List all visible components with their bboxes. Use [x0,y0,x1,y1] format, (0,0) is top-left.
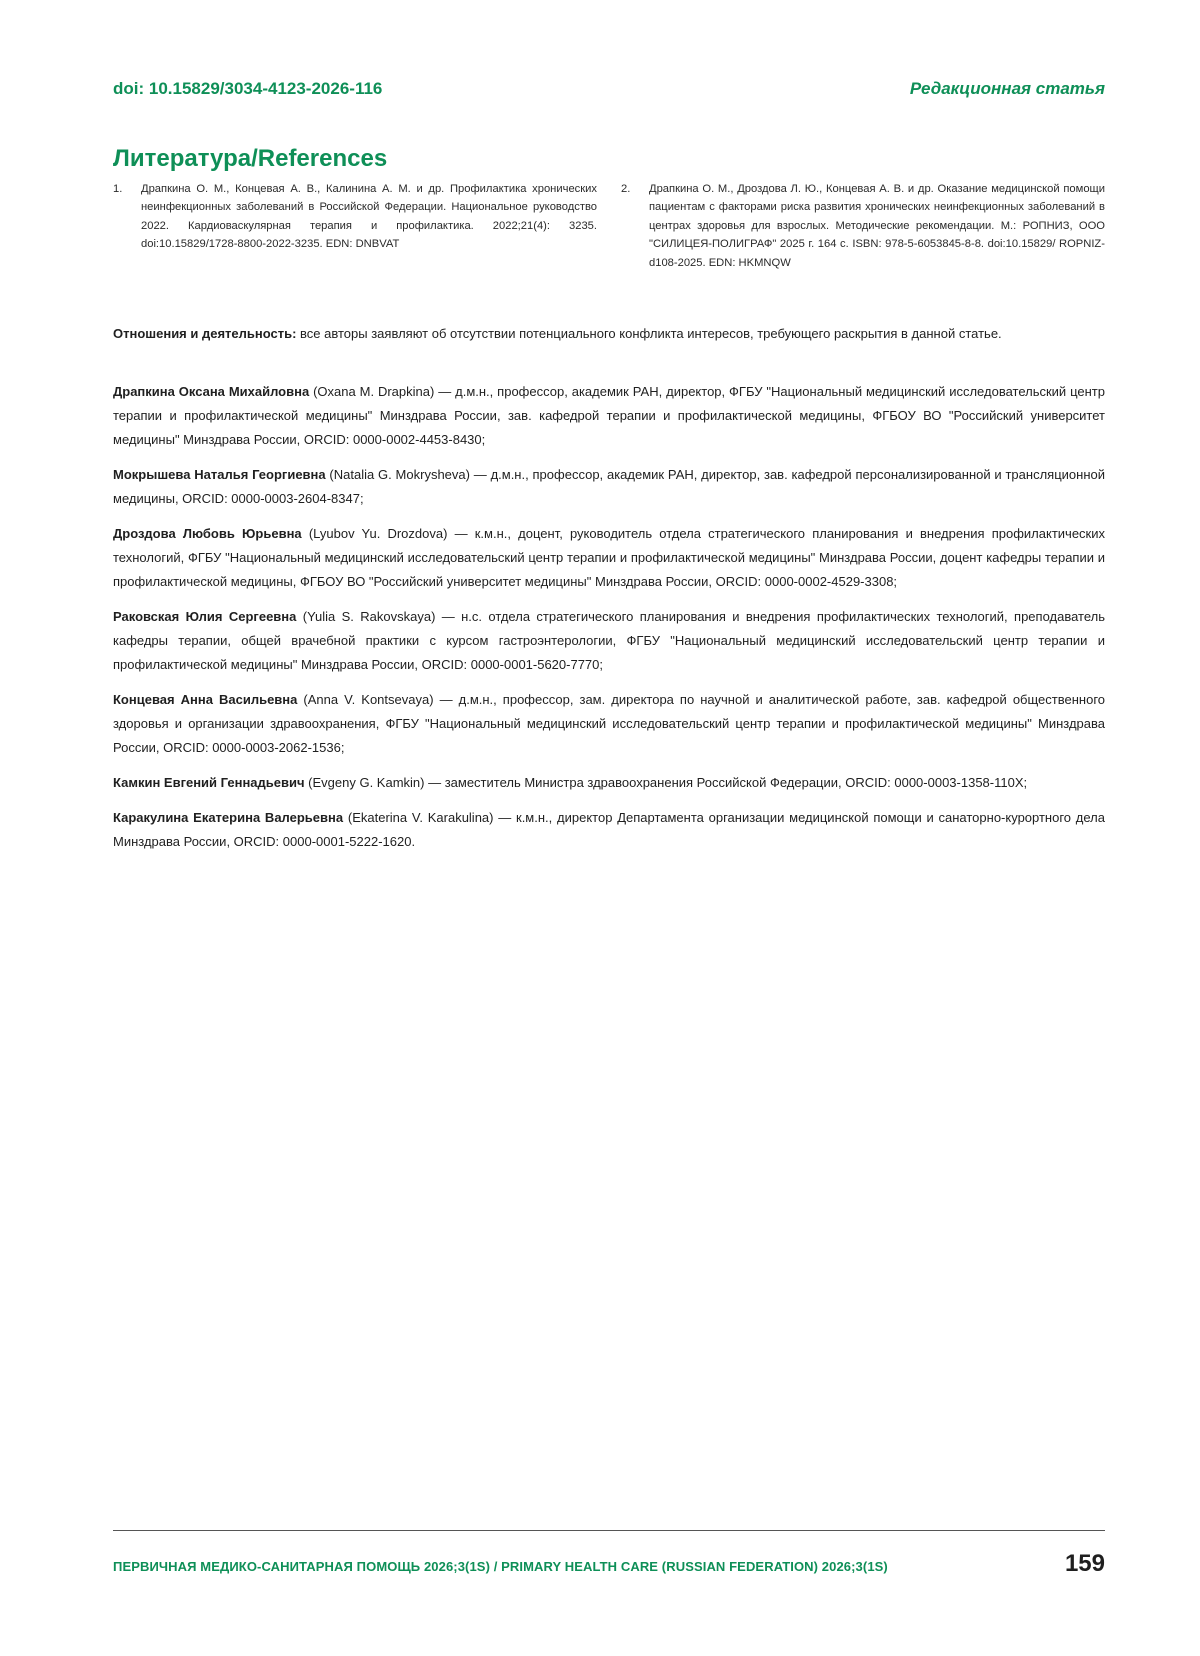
author-entry [113,522,1105,594]
author-details: (Lyubov Yu. Drozdova) — к.м.н., доцент, руководитель отдела стратегического планирования и внедрения профилактических технологий, ФГБУ "Национальный медицинский исследовательский центр терапии и профилактической медицины" Минздрава России, доцент кафедры терапии и профилактической медицины, ФГБОУ ВО "Российский университет медицины" Минздрава России, ORCID: 0000-0002-4529-3308; [113,526,1105,589]
author-list [113,380,1105,865]
reference-item [113,180,597,254]
author-details: (Anna V. Kontsevaya) — д.м.н., профессор, зам. директора по научной и аналитической работе, зав. кафедрой общественного здоровья и организации здравоохранения, ФГБУ "Национальный медицинский исследовательский центр терапии и профилактической медицины" Минздрава России, ORCID: 0000-0003-2062-1536; [113,692,1105,755]
author-entry [113,688,1105,760]
conflict-of-interest [113,324,1105,344]
author-details: (Yulia S. Rakovskaya) — н.с. отдела стратегического планирования и внедрения профилактических технологий, преподаватель кафедры терапии, общей врачебной практики с курсом гастроэнтерологии, ФГБУ "Национальный медицинский исследовательский центр терапии и профилактической медицины" Минздрава России, ORCID: 0000-0001-5620-7770; [113,609,1105,672]
reference-text: Драпкина О. М., Дроздова Л. Ю., Концевая А. В. и др. Оказание медицинской помощи пациентам с факторами риска развития хронических неинфекционных заболеваний в центрах здоровья для взрослых. Методические рекомендации. М.: РОПНИЗ, ООО "СИЛИЦЕЯ-ПОЛИГРАФ" 2025 г. 164 с. ISBN: 978-5-6053845-8-8. doi:10.15829/ ROPNIZ-d108-2025. EDN: HKMNQW [649,183,1105,269]
author-entry [113,771,1105,795]
author-name: Раковская Юлия Сергеевна [113,609,297,624]
doi-link[interactable]: doi: 10.15829/3034-4123-2026-116 [113,79,383,98]
author-entry [113,463,1105,511]
reference-number: 1. [113,183,123,195]
author-entry [113,605,1105,677]
author-name: Драпкина Оксана Михайловна [113,384,310,399]
author-name: Каракулина Екатерина Валерьевна [113,810,344,825]
author-details: (Natalia G. Mokrysheva) — д.м.н., профессор, академик РАН, директор, зав. кафедрой персонализированной и трансляционной медицины, ORCID: 0000-0003-2604-8347; [113,467,1105,506]
reference-number: 2. [621,183,631,195]
reference-text: Драпкина О. М., Концевая А. В., Калинина А. М. и др. Профилактика хронических неинфекционных заболеваний в Российской Федерации. Национальное руководство 2022. Кардиоваскулярная терапия и профилактика. 2022;21(4): 3235. doi:10.15829/1728-8800-2022-3235. EDN: DNBVAT [141,183,597,251]
author-details: (Evgeny G. Kamkin) — заместитель Министра здравоохранения Российской Федерации, ORCID: 0000-0003-1358-110X; [304,775,1028,790]
author-details: (Oxana M. Drapkina) — д.м.н., профессор, академик РАН, директор, ФГБУ "Национальный медицинский исследовательский центр терапии и профилактической медицины" Минздрава России, зав. кафедрой терапии и профилактической медицины, ФГБОУ ВО "Российский университет медицины" Минздрава России, ORCID: 0000-0002-4453-8430; [113,384,1105,447]
page-number: 159 [1064,1550,1105,1577]
footer-divider [113,1530,1105,1531]
author-entry [113,806,1105,854]
author-entry [113,380,1105,452]
author-name: Камкин Евгений Геннадьевич [113,775,305,790]
references-title: Литература/References [113,145,388,172]
author-details: (Ekaterina V. Karakulina) — к.м.н., директор Департамента организации медицинской помощи и санаторно-курортного дела Минздрава России, ORCID: 0000-0001-5222-1620. [113,810,1105,849]
section-label: Редакционная статья [909,79,1105,98]
author-name: Концевая Анна Васильевна [113,692,298,707]
conflict-label: Отношения и деятельность: [113,326,297,341]
author-name: Дроздова Любовь Юрьевна [113,526,302,541]
author-name: Мокрышева Наталья Георгиевна [113,467,326,482]
footer-journal-title: ПЕРВИЧНАЯ МЕДИКО-САНИТАРНАЯ ПОМОЩЬ 2026;3(1S) / PRIMARY HEALTH CARE (RUSSIAN FEDERATION) 2026;3(1S) [113,1559,888,1574]
page-header [113,79,1105,103]
conflict-text: все авторы заявляют об отсутствии потенциального конфликта интересов, требующего раскрытия в данной статье. [296,326,1002,341]
reference-item [621,180,1105,272]
